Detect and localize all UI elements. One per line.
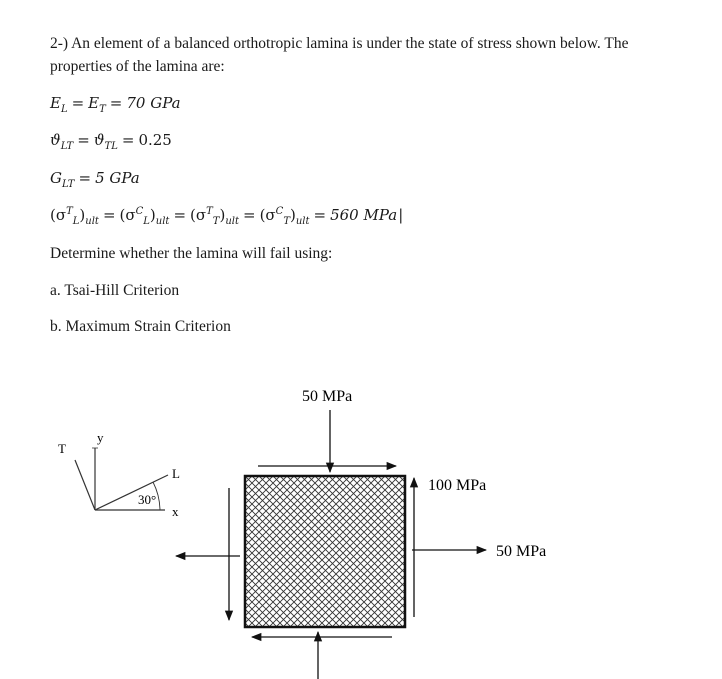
equals-sign: =: [313, 206, 327, 224]
value-ultimate-strength: 560 MPa: [330, 206, 398, 224]
T-axis-line: [75, 460, 95, 510]
value-shear-modulus: 5 GPa: [95, 169, 140, 187]
strength-sigma-T-compression: $(\sigma^C_T)_{ult}$: [259, 206, 310, 227]
problem-statement-line-2: properties of the lamina are:: [50, 58, 225, 75]
determine-prompt: Determine whether the lamina will fail using:: [50, 245, 333, 262]
equals-sign: =: [121, 131, 135, 149]
stress-label-shear: 100 MPa: [428, 477, 487, 494]
criterion-item-a: a. Tsai-Hill Criterion: [50, 282, 180, 299]
axis-label-L: L: [172, 466, 180, 481]
equals-sign: =: [78, 169, 92, 187]
problem-statement-line-1: 2-) An element of a balanced orthotropic lamina is under the state of stress shown below. The: [50, 35, 629, 52]
symbol-G-LT: $G_{LT}$: [50, 169, 75, 190]
axis-label-T: T: [58, 441, 66, 456]
symbol-E-T: $E_T$: [88, 94, 106, 115]
symbol-nu-LT: $ϑ_{LT}$: [50, 131, 74, 152]
stress-label-right: 50 MPa: [496, 543, 547, 560]
value-poisson: 0.25: [138, 131, 172, 149]
value-modulus: 70 GPa: [126, 94, 181, 112]
axis-label-x: x: [172, 504, 179, 519]
axis-label-y: y: [97, 430, 104, 445]
criterion-item-b: b. Maximum Strain Criterion: [50, 318, 231, 335]
equals-sign: =: [173, 206, 187, 224]
lamina-element: [245, 476, 405, 627]
text-cursor: |: [398, 206, 404, 224]
equals-sign: =: [242, 206, 256, 224]
strength-sigma-T-tension: $(\sigma^T_T)_{ult}$: [190, 206, 239, 227]
symbol-E-L: $E_L$: [50, 94, 68, 115]
equals-sign: =: [71, 94, 85, 112]
strength-sigma-L-tension: $(\sigma^T_L)_{ult}$: [50, 206, 99, 227]
equals-sign: =: [77, 131, 90, 149]
equals-sign: =: [109, 94, 123, 112]
symbol-nu-TL: $ϑ_{TL}$: [93, 131, 118, 152]
strength-sigma-L-compression: $(\sigma^C_L)_{ult}$: [119, 206, 170, 227]
equals-sign: =: [102, 206, 116, 224]
stress-label-top: 50 MPa: [302, 388, 353, 405]
angle-label: 30°: [138, 492, 157, 507]
